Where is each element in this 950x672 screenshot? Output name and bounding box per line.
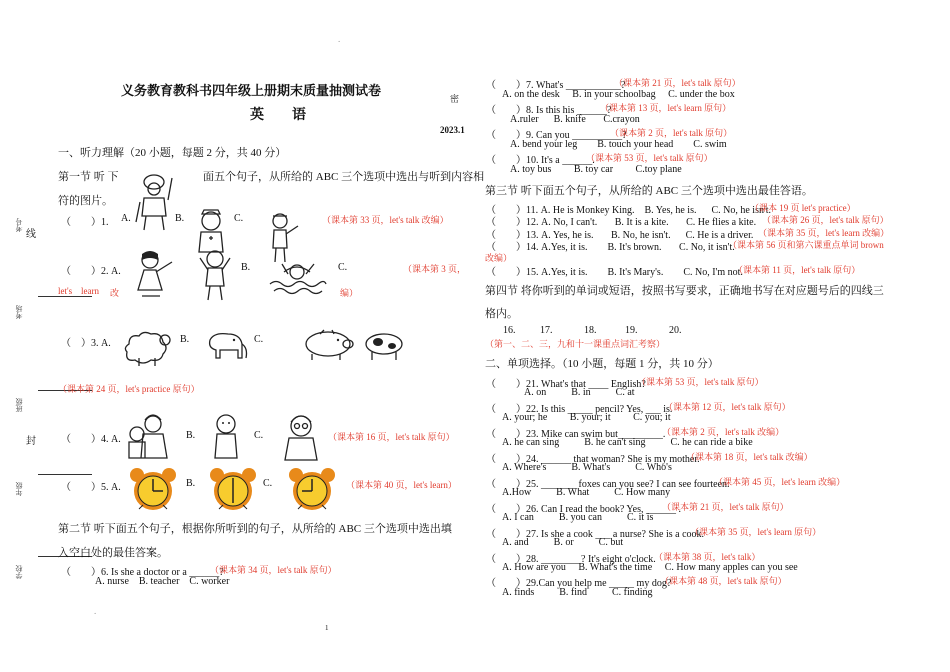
q8-options[interactable]: A.ruler B. knife C.crayon xyxy=(510,114,640,125)
q11-stem[interactable]: （ ）11. A. He is Monkey King. B. Yes, he is. C. No, he isn't. xyxy=(486,205,772,216)
clock-b-image xyxy=(207,467,259,511)
q8-stem: （ ）8. Is this his ______? xyxy=(486,105,612,116)
q21-note: （课本第 53 页，let's talk 原句） xyxy=(637,377,764,387)
q14-note: 改编） xyxy=(485,253,513,263)
q1-option-b[interactable]: B. xyxy=(175,213,185,224)
q2-number: （ ）2. A. xyxy=(61,266,121,277)
q3-option-b[interactable]: B. xyxy=(180,334,190,345)
q7-note: （课本第 21 页，let's talk 原句） xyxy=(614,78,741,88)
q4-number: （ ）4. A. xyxy=(61,434,121,445)
q1-number: （ ）1. xyxy=(61,217,109,228)
q3-note: （课本第 24 页，let's practice 原句） xyxy=(58,384,200,394)
mother-child-image xyxy=(123,414,171,460)
boy-swimming-image xyxy=(268,258,326,296)
exam-date: 2023.1 xyxy=(440,125,465,135)
blank-18[interactable]: 18. xyxy=(584,325,597,336)
q12-note: （课本第 26 页，let's talk 原句） xyxy=(762,215,889,225)
sec2-intro: 第二节 听下面五个句子，根据你所听到的句子，从所给的 ABC 三个选项中选出填 xyxy=(58,523,452,535)
q27-stem: （ ）27. Is she a cook ___ a nurse? She is a cook. xyxy=(486,529,705,540)
blank-20[interactable]: 20. xyxy=(669,325,682,336)
side-line xyxy=(38,296,92,297)
q9-stem: （ ）9. Can you __________? xyxy=(486,130,627,141)
part1-heading: 一、听力理解（20 小题，每题 2 分，共 40 分） xyxy=(58,147,287,159)
blank-19[interactable]: 19. xyxy=(625,325,638,336)
q11-note: （课本 19 页 let's practice） xyxy=(750,203,856,213)
q14-stem[interactable]: （ ）14. A.Yes, it is. B. It's brown. C. No, it isn't. xyxy=(486,242,735,253)
worker-image xyxy=(268,212,298,262)
q5-note: （课本第 40 页，let's learn） xyxy=(346,480,457,490)
q10-note: （课本第 53 页，let's talk 原句） xyxy=(586,153,713,163)
q29-note: （课本第 48 页，let's talk 原句） xyxy=(660,576,787,586)
q5-number: （ ）5. A. xyxy=(61,482,121,493)
q12-stem[interactable]: （ ）12. A. No, I can't. B. It is a kite. C. He flies a kite. xyxy=(486,217,757,228)
q21-stem: （ ）21. What's that ____ English? xyxy=(486,379,646,390)
sec2-intro: 入空白处的最佳答案。 xyxy=(58,547,168,559)
kaochang-label: 考场 xyxy=(15,305,23,319)
subject-title: 英 语 xyxy=(250,108,306,123)
girl-jumping-image xyxy=(200,250,230,302)
q6-options[interactable]: A. nurse B. teacher C. worker xyxy=(95,576,230,587)
exam-title: 义务教育教科书四年级上册期末质量抽测试卷 xyxy=(121,83,382,98)
q10-stem: （ ）10. It's a ______. xyxy=(486,155,595,166)
q2-option-b[interactable]: B. xyxy=(241,262,251,273)
q25-stem: （ ）25. _______ foxes can you see? I can see fourteen. xyxy=(486,479,730,490)
page-number: 1 xyxy=(325,624,329,632)
boy-image xyxy=(211,414,241,460)
q2-note-b: learn xyxy=(81,286,99,296)
clock-c-image xyxy=(286,467,338,511)
q24-stem: （ ）24. ______ that woman? She is my mother. xyxy=(486,454,700,465)
grandma-image xyxy=(283,414,323,460)
q4-note: （课本第 16 页，let's talk 原句） xyxy=(328,432,455,442)
q23-stem: （ ）23. Mike can swim but_________. xyxy=(486,429,666,440)
blank-16[interactable]: 16. xyxy=(503,325,516,336)
q15-note: （课本第 11 页，let's talk 原句） xyxy=(734,265,861,275)
q22-stem: （ ）22. Is this _____ pencil? Yes, ___ is. xyxy=(486,404,673,415)
nianji-label: 年级 xyxy=(15,482,23,496)
q14-note: （课本第 56 页和第六课重点单词 brown xyxy=(728,240,884,250)
sec1-intro: 符的图片。 xyxy=(58,195,113,207)
q22-options[interactable]: A. your; he B. your; it C. you; it xyxy=(502,412,671,423)
q13-stem[interactable]: （ ）13. A. Yes, he is. B. No, he isn't. C. He is a driver. xyxy=(486,230,754,241)
feng-label: 封 xyxy=(26,436,36,447)
xian-label: 线 xyxy=(26,229,36,240)
sec3-intro: 第三节 听下面五个句子，从所给的 ABC 三个选项中选出最佳答语。 xyxy=(485,185,813,197)
q13-note: （课本第 35 页，let's learn 改编） xyxy=(758,228,890,238)
q9-note: （课本第 2 页，let's talk 原句） xyxy=(610,128,733,138)
mi-label: 密 xyxy=(450,94,460,104)
side-line xyxy=(38,474,92,475)
q2-note-b: 改 xyxy=(110,288,120,298)
sec4-intro: 格内。 xyxy=(485,308,518,320)
kaohao-label: 考号 xyxy=(15,218,23,232)
q3-option-c[interactable]: C. xyxy=(254,334,264,345)
q10-options[interactable]: A. toy bus B. toy car C.toy plane xyxy=(510,164,682,175)
q23-note: （课本第 2 页，let's talk 改编） xyxy=(662,427,785,437)
q28-note: （课本第 38 页，let's talk） xyxy=(654,552,761,562)
q29-options[interactable]: A. finds B. find C. finding xyxy=(502,587,653,598)
q28-stem: （ ）28. ________? It's eight o'clock. xyxy=(486,554,656,565)
q8-note: （课本第 13 页，let's learn 原句） xyxy=(600,103,732,113)
q7-options[interactable]: A. on the desk B. in your schoolbag C. under the box xyxy=(502,89,735,100)
q23-options[interactable]: A. he can sing B. he can't sing C. he can ride a bike xyxy=(502,437,753,448)
page-dot-top: . xyxy=(338,34,341,44)
q3-number: （ ）3. A. xyxy=(61,338,111,349)
clock-a-image xyxy=(127,467,179,511)
elephant-image xyxy=(204,330,248,362)
sec1-intro: 面五个句子，从所给的 ABC 三个选项中选出与听到内容相 xyxy=(203,171,485,183)
q1-note: （课本第 33 页，let's talk 改编） xyxy=(322,215,449,225)
q2-note-b: 编） xyxy=(340,288,359,298)
girl-dancing-image xyxy=(132,250,174,302)
pig-image xyxy=(300,330,358,360)
monkey-king-image xyxy=(136,172,172,232)
q29-stem: （ ）29.Can you help me _____ my dog? xyxy=(486,578,672,589)
q24-note: （课本第 18 页，let's talk 改编） xyxy=(686,452,813,462)
blank-17[interactable]: 17. xyxy=(540,325,553,336)
q4-option-c[interactable]: C. xyxy=(254,430,264,441)
cow-image xyxy=(364,330,406,360)
xuexiao-label: 学校 xyxy=(15,565,23,579)
sec1-intro: 第一节 听 下 xyxy=(58,171,119,183)
q25-options[interactable]: A.How B. What C. How many xyxy=(502,487,671,498)
q5-option-b[interactable]: B. xyxy=(186,478,196,489)
sec4-note: （第一、二、三，九和十一课重点词汇考察） xyxy=(485,339,666,349)
q4-option-b[interactable]: B. xyxy=(186,430,196,441)
q2-note-b: let's xyxy=(58,286,73,296)
part2-heading: 二、单项选择。（10 小题，每题 1 分，共 10 分） xyxy=(485,358,719,370)
banji-label: 班级 xyxy=(15,398,23,412)
q6-stem: （ ）6. Is she a doctor or a ______? xyxy=(61,567,224,578)
q24-options[interactable]: A. Where's B. What's C. Who's xyxy=(502,462,672,473)
q27-options[interactable]: A. and B. or C. but xyxy=(502,537,624,548)
q26-note: （课本第 21 页，let's talk 原句） xyxy=(662,502,789,512)
q2-note-a: （课本第 3 页， xyxy=(403,264,467,274)
q9-options[interactable]: A. bend your leg B. touch your head C. swim xyxy=(510,139,727,150)
q5-option-c[interactable]: C. xyxy=(263,478,273,489)
sheep-image xyxy=(121,330,173,368)
q25-note: （课本第 45 页，let's learn 改编） xyxy=(714,477,846,487)
q26-options[interactable]: A. I can B. you can C. it is xyxy=(502,512,654,523)
q7-stem: （ ）7. What's ___________? xyxy=(486,80,626,91)
q22-note: （课本第 12 页，let's talk 原句） xyxy=(664,402,791,412)
q26-stem: （ ）26. Can I read the book? Yes, ______ . xyxy=(486,504,681,515)
sec4-intro: 第四节 将你听到的单词或短语，按照书写要求，正确地书写在对应题号后的四线三 xyxy=(485,285,884,297)
q21-options[interactable]: A. on B. in C. at xyxy=(524,387,635,398)
q28-options[interactable]: A. How are you B. What's the time C. How many apples can you see xyxy=(502,562,798,573)
q27-note: （课本第 35 页，let's learn 原句） xyxy=(690,527,822,537)
q1-option-a[interactable]: A. xyxy=(121,213,131,224)
q2-option-c[interactable]: C. xyxy=(338,262,348,273)
page-dot-bottom: . xyxy=(94,606,97,616)
q6-note: （课本第 34 页，let's talk 原句） xyxy=(210,565,337,575)
q15-stem[interactable]: （ ）15. A.Yes, it is. B. It's Mary's. C. No, I'm not. xyxy=(486,267,743,278)
q1-option-c[interactable]: C. xyxy=(234,213,244,224)
